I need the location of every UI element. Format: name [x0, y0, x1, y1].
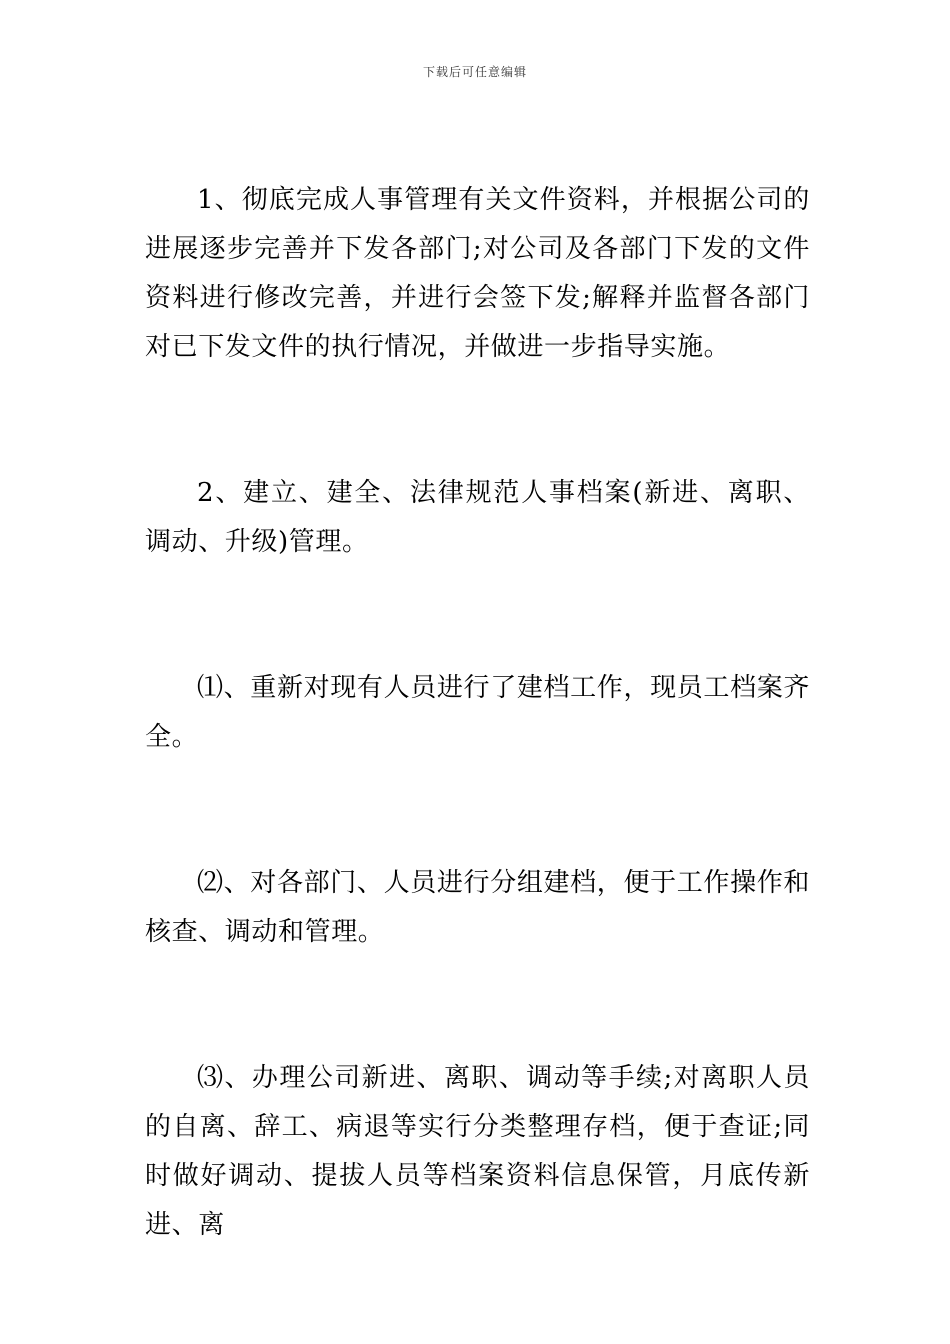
- document-body: [145, 176, 810, 1250]
- paragraph-1: 1、彻底完成人事管理有关文件资料，并根据公司的进展逐步完善并下发各部门;对公司及各部门下发的文件资料进行修改完善，并进行会签下发;解释并监督各部门对已下发文件的执行情况，并做进一步指导实施。: [145, 185, 810, 362]
- paragraph-2: 2、建立、建全、法律规范人事档案(新进、离职、调动、升级)管理。: [145, 478, 810, 557]
- paragraph-3: ⑴、重新对现有人员进行了建档工作，现员工档案齐全。: [145, 673, 810, 752]
- header-note: 下载后可任意编辑: [422, 65, 527, 79]
- paragraph-4: ⑵、对各部门、人员进行分组建档，便于工作操作和核查、调动和管理。: [145, 868, 810, 947]
- paragraph-5: ⑶、办理公司新进、离职、调动等手续;对离职人员的自离、辞工、病退等实行分类整理存档，便于查证;同时做好调动、提拔人员等档案资料信息保管，月底传新进、离: [145, 1063, 810, 1240]
